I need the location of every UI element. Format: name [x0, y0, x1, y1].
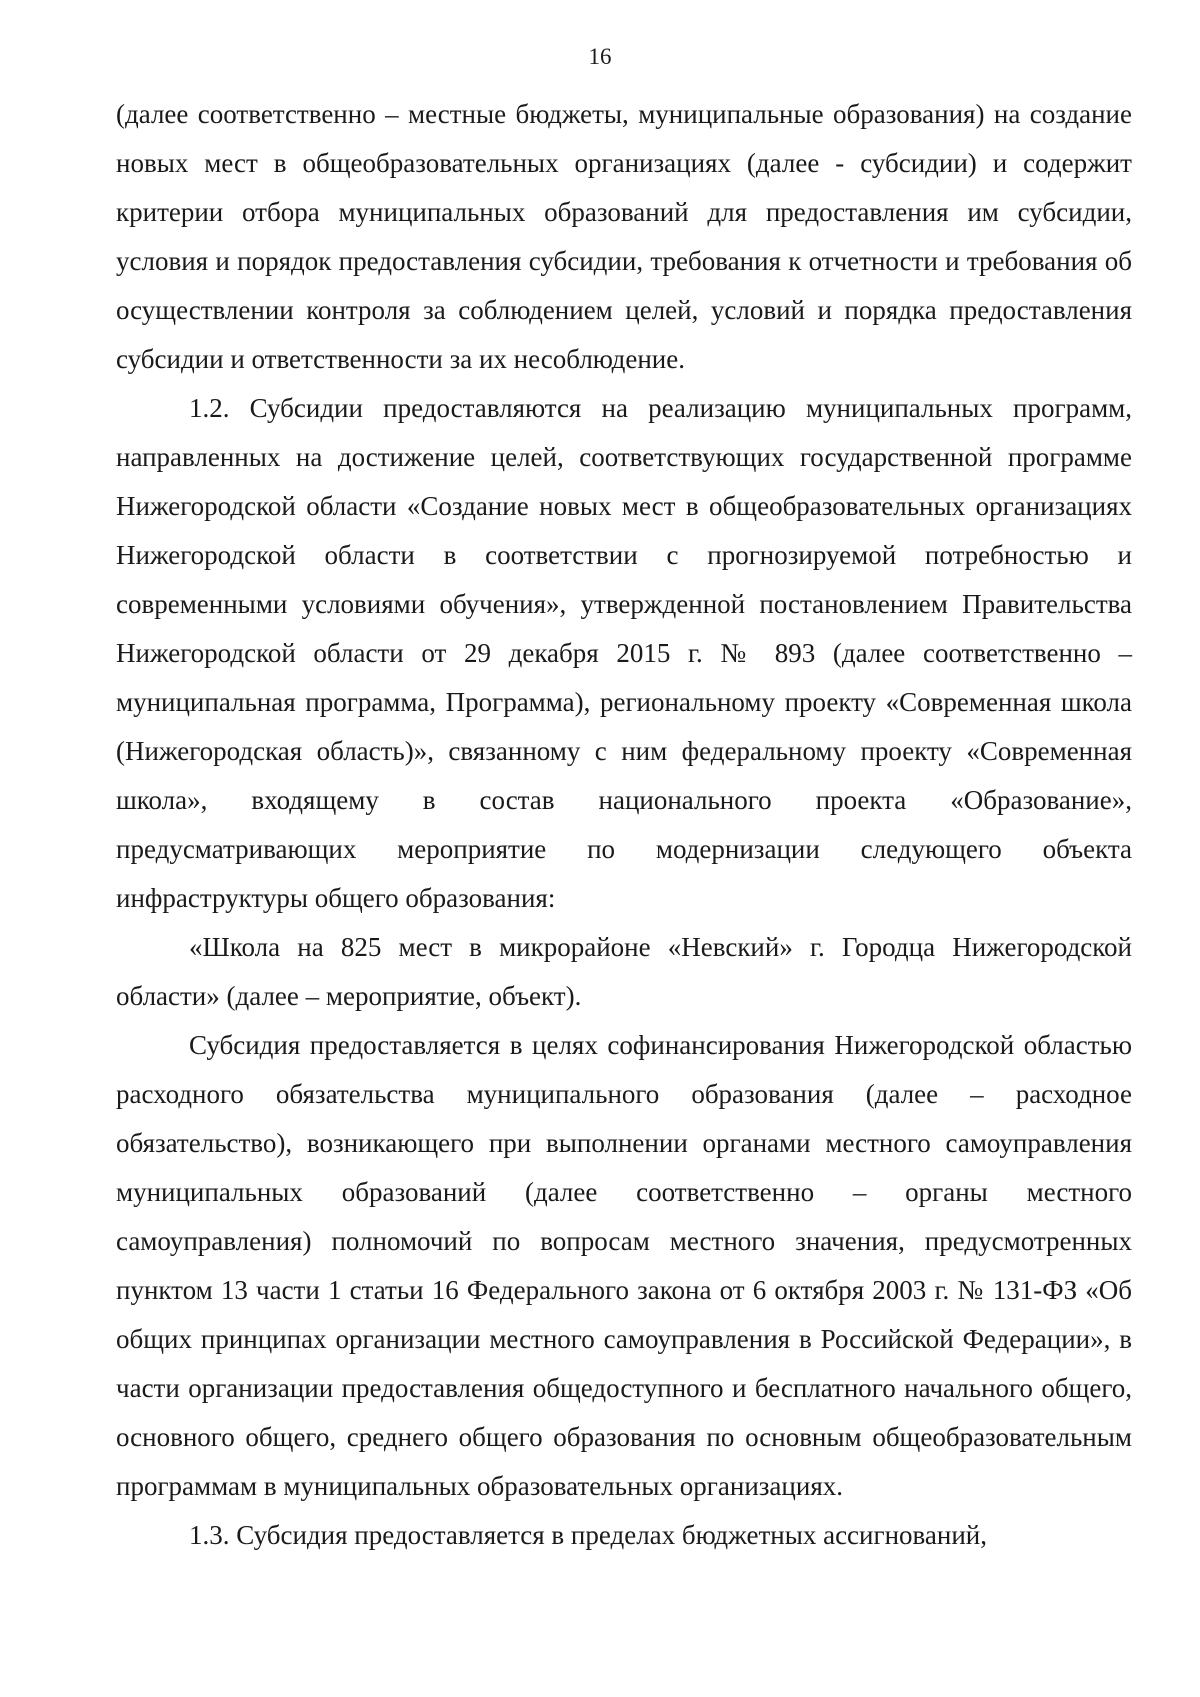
document-body	[116, 90, 1132, 1560]
paragraph-1-3: 1.3. Субсидия предоставляется в пределах бюджетных ассигнований,	[189, 1520, 987, 1550]
paragraph-1-2: 1.2. Субсидии предоставляются на реализацию муниципальных программ, направленных на достижение целей, соответствующих государственной программе Нижегородской области «Создание новых мест в общеобразовательных организациях Нижегородской области в соответствии с прогнозируемой потребностью и современными условиями обучения», утвержденной постановлением Правительства Нижегородской области от 29 декабря 2015 г. № 893 (далее соответственно – муниципальная программа, Программа), региональному проекту «Современная школа (Нижегородская область)», связанному с ним федеральному проекту «Современная школа», входящему в состав национального проекта «Образование», предусматривающих мероприятие по модернизации следующего объекта инфраструктуры общего образования:	[116, 393, 1132, 913]
paragraph-subsidy-purpose: Субсидия предоставляется в целях софинансирования Нижегородской областью расходного обязательства муниципального образования (далее – расходное обязательство), возникающего при выполнении органами местного самоуправления муниципальных образований (далее соответственно – органы местного самоуправления) полномочий по вопросам местного значения, предусмотренных пунктом 13 части 1 статьи 16 Федерального закона от 6 октября 2003 г. № 131-ФЗ «Об общих принципах организации местного самоуправления в Российской Федерации», в части организации предоставления общедоступного и бесплатного начального общего, основного общего, среднего общего образования по основным общеобразовательным программам в муниципальных образовательных организациях.	[116, 1030, 1132, 1501]
page-number: 16	[588, 44, 612, 69]
paragraph-continuation: (далее соответственно – местные бюджеты, муниципальные образования) на создание новых мест в общеобразовательных организациях (далее - субсидии) и содержит критерии отбора муниципальных образований для предоставления им субсидии, условия и порядок предоставления субсидии, требования к отчетности и требования об осуществлении контроля за соблюдением целей, условий и порядка предоставления субсидии и ответственности за их несоблюдение.	[116, 99, 1132, 374]
paragraph-school-object: «Школа на 825 мест в микрорайоне «Невский» г. Городца Нижегородской области» (далее – мероприятие, объект).	[116, 932, 1132, 1011]
